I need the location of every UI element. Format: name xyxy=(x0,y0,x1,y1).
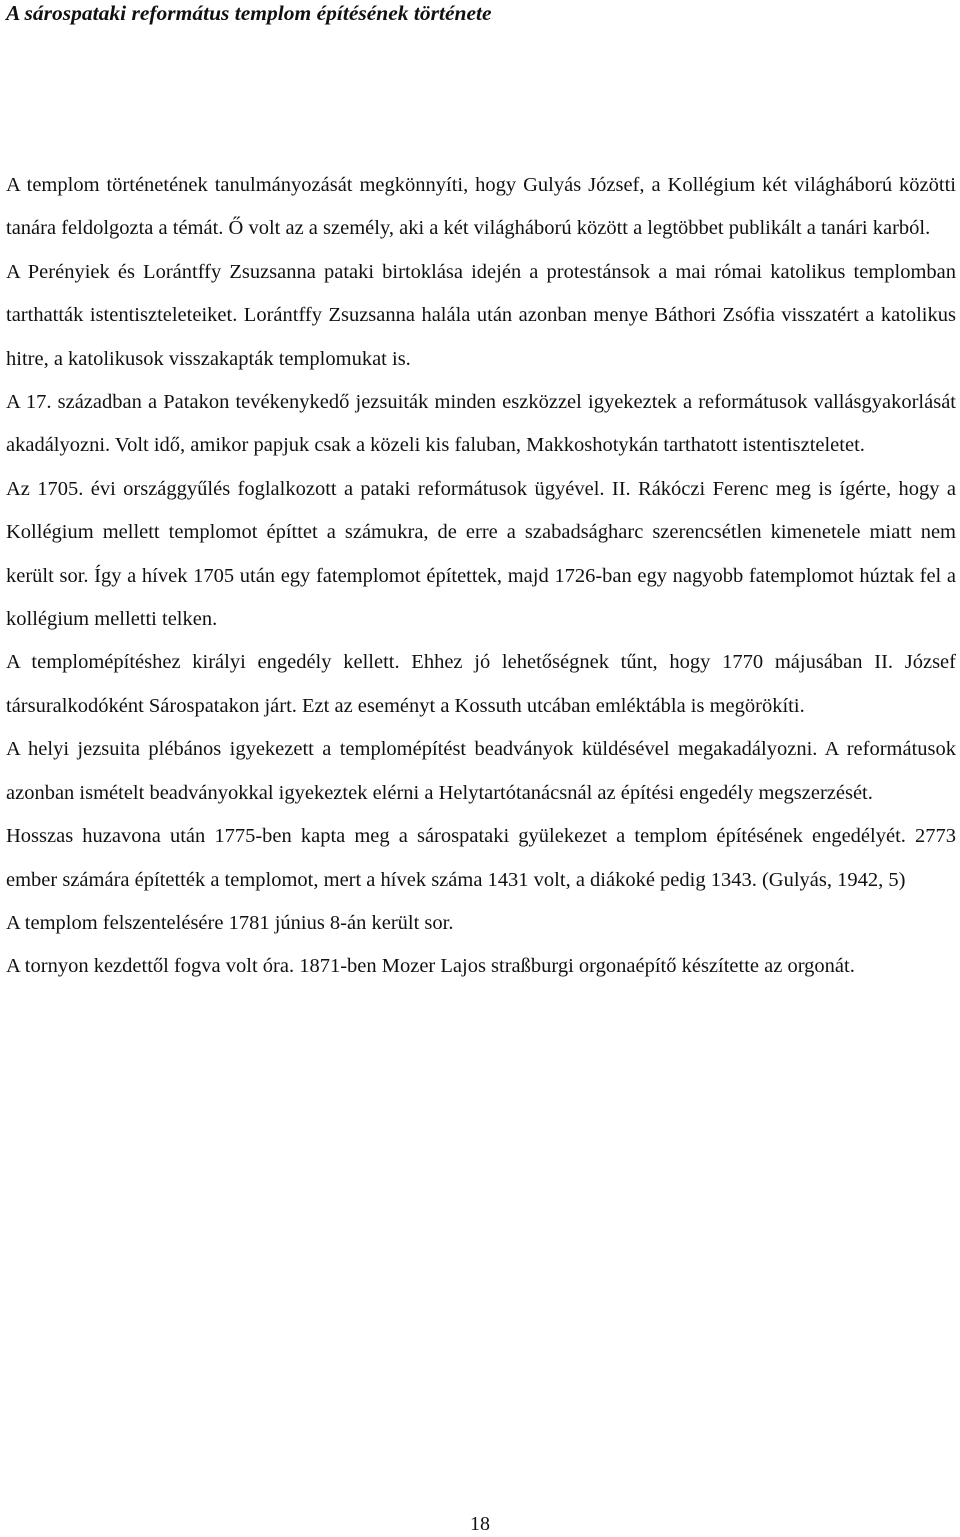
paragraph: A templom felszentelésére 1781 június 8-án került sor. xyxy=(6,911,454,934)
paragraph: A 17. században a Patakon tevékenykedő jezsuiták minden eszközzel igyekeztek a reformátusok vallásgyakorlását akadályozni. Volt idő, amikor papjuk csak a közeli kis faluban, Makkoshotykán tarthatott istentiszteletet. xyxy=(6,391,956,457)
paragraph: A templomépítéshez királyi engedély kellett. Ehhez jó lehetőségnek tűnt, hogy 1770 májusában II. József társuralkodóként Sárospatakon járt. Ezt az eseményt a Kossuth utcában emléktábla is megörökíti. xyxy=(6,651,956,717)
paragraph: A Perényiek és Lorántffy Zsuzsanna pataki birtoklása idején a protestánsok a mai római katolikus templomban tarthatták istentiszteleteiket. Lorántffy Zsuzsanna halála után azonban menye Báthori Zsófia visszatért a katolikus hitre, a katolikusok visszakapták templomukat is. xyxy=(6,260,956,370)
paragraph: A templom történetének tanulmányozását megkönnyíti, hogy Gulyás József, a Kollégium két világháború közötti tanára feldolgozta a témát. Ő volt az a személy, aki a két világháború között a legtöbbet publikált a tanári karból. xyxy=(6,174,956,240)
paragraph: Az 1705. évi országgyűlés foglalkozott a pataki reformátusok ügyével. II. Rákóczi Ferenc meg is ígérte, hogy a Kollégium mellett templomot építtet a számukra, de erre a szabadságharc szerencsétlen kimenetele miatt nem került sor. Így a hívek 1705 után egy fatemplomot építettek, majd 1726-ban egy nagyobb fatemplomot húztak fel a kollégium melletti telken. xyxy=(6,477,956,631)
paragraph: Hosszas huzavona után 1775-ben kapta meg a sárospataki gyülekezet a templom építésének engedélyét. 2773 ember számára építették a templomot, mert a hívek száma 1431 volt, a diákoké pedig 1343. (Gulyás, 1942, 5) xyxy=(6,825,956,891)
document-title: A sárospataki református templom építésének története xyxy=(6,1,492,25)
page-number: 18 xyxy=(470,1513,490,1535)
paragraph: A helyi jezsuita plébános igyekezett a templomépítést beadványok küldésével megakadályozni. A reformátusok azonban ismételt beadványokkal igyekeztek elérni a Helytartótanácsnál az építési engedély megszerzését. xyxy=(6,738,956,804)
paragraph: A tornyon kezdettől fogva volt óra. 1871-ben Mozer Lajos straßburgi orgonaépítő készítette az orgonát. xyxy=(6,955,855,978)
document-body xyxy=(6,164,956,989)
